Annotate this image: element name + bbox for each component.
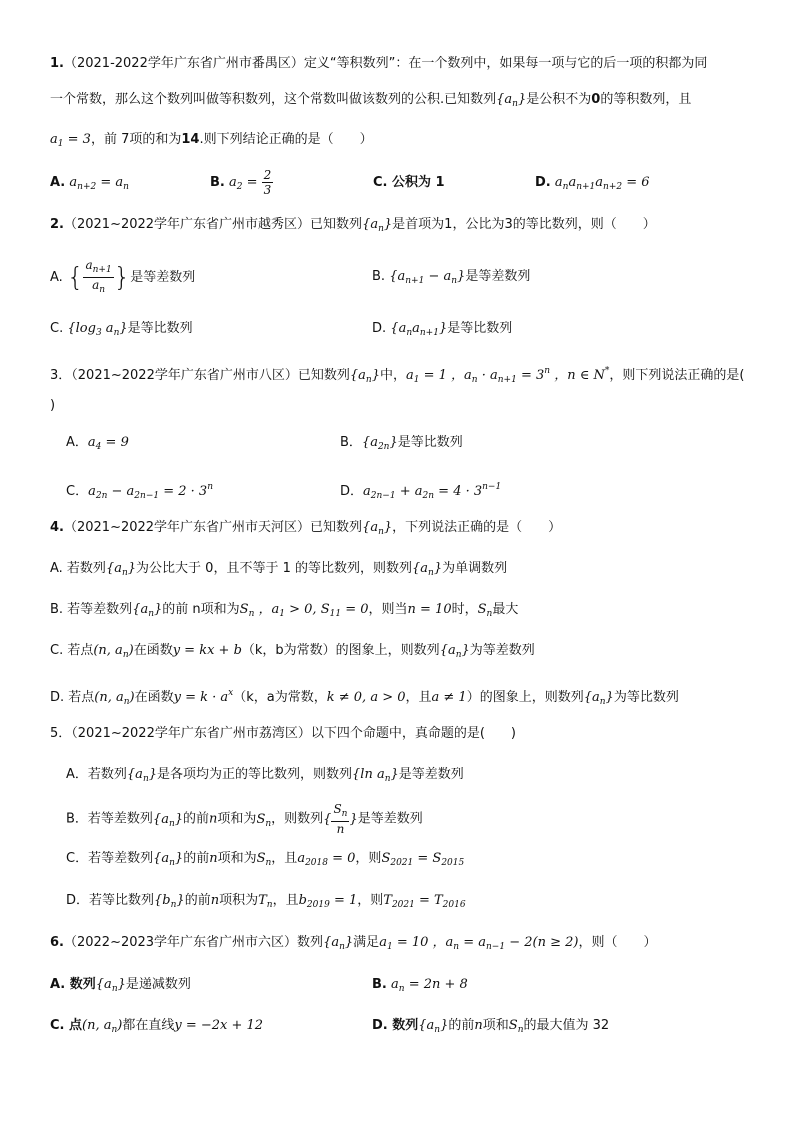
q5-option-d-text-b: 的前	[184, 893, 211, 908]
q4-option-d-math-4: a ≠ 1	[431, 690, 467, 705]
q3-line1	[50, 362, 744, 389]
q2-option-b[interactable]	[372, 268, 530, 290]
q6-option-c[interactable]	[50, 1017, 263, 1039]
q5-option-d[interactable]	[66, 892, 466, 914]
q6-text-1c: ，则（ ）	[578, 935, 657, 950]
q5-option-d-math-4: $b_{2019} = 1$	[298, 893, 358, 910]
q2-option-a[interactable]: A. { $\frac{a_{n+1}}{a_n}$ }是等差数列	[50, 258, 196, 295]
q2-option-c[interactable]	[50, 320, 193, 342]
q5-option-a-math-1: $\{a_n\}$	[126, 767, 158, 784]
q1-line1	[50, 55, 707, 73]
q2-option-b-label: B.	[372, 269, 386, 284]
q1-source: （2021-2022学年广东省广州市番禺区）	[63, 56, 304, 71]
q5-option-c-math-2: n	[209, 851, 218, 866]
q4-option-b-math-4: $S_n$	[477, 602, 493, 619]
q6-option-b-label: B.	[372, 977, 387, 992]
q6-line1	[50, 934, 656, 956]
q6-option-c-math-1: (n, $a_n$)	[82, 1018, 123, 1035]
q4-number: 4.	[50, 520, 64, 535]
q2-math-seq: $\{a_n\}$	[362, 217, 393, 234]
q5-line1	[50, 725, 516, 743]
q6-option-d-math-2: n	[474, 1018, 483, 1033]
q3-source: （2021~2022学年广东省广州市八区）	[71, 368, 298, 383]
q1-option-d[interactable]	[535, 174, 650, 196]
q3-option-c-math: $a_{2n} - a_{2n-1} = 2 \cdot 3^n$	[88, 482, 213, 501]
q5-option-c-math-5: $S_{2021} = S_{2015}$	[381, 851, 465, 868]
q6-source: （2022~2023学年广东省广州市六区）	[63, 935, 298, 950]
q3-option-b-math: $\{a_{2n}\}$	[361, 435, 398, 452]
q5-option-a-text-b: 是各项均为正的等比数列，则数列	[157, 767, 353, 782]
q4-option-b-text-b: 的前 n项和为	[162, 602, 240, 617]
q4-option-c-text-c: （k，b为常数）的图象上，则数列	[241, 643, 440, 658]
q4-option-d-text-b: 在函数	[134, 690, 174, 705]
q4-option-b-math-1: $\{a_n\}$	[132, 602, 163, 619]
q4-option-b[interactable]	[50, 601, 518, 623]
q5-option-b[interactable]	[66, 802, 423, 834]
q1-option-c[interactable]: C. 公积为 1	[373, 175, 445, 190]
q3-text-1a: 已知数列	[297, 368, 350, 383]
q1-text-2c: 0	[591, 92, 601, 107]
q6-option-b-math: $a_n = 2n + 8$	[391, 977, 468, 994]
q4-option-d-math-5: $\{a_n\}$	[583, 690, 614, 707]
q5-option-d-math-5: $T_{2021} = T_{2016}$	[383, 893, 466, 910]
q4-option-b-text-c: ，则当	[368, 602, 408, 617]
q4-option-d-text-d: ，且	[405, 690, 432, 705]
q3-option-c-label: C．	[66, 484, 89, 499]
q4-math-seq: $\{a_n\}$	[362, 520, 393, 537]
q5-option-b-text-b: 的前	[183, 811, 210, 827]
q5-option-d-text-e: ，则	[357, 893, 384, 908]
q6-option-d-text-d: 的最大值为 32	[523, 1018, 610, 1033]
q1-option-a-label: A.	[50, 175, 66, 190]
q4-option-c-text-a: C. 若点	[50, 643, 94, 658]
q4-option-a-text-c: 为单调数列	[442, 561, 508, 576]
q3-text-1b: 中，	[379, 368, 406, 383]
q2-option-c-math: {$\log_3$ $a_n$}	[67, 321, 128, 338]
q4-option-d-text-c: （k，a为常数，	[233, 690, 327, 705]
q4-option-c-text-d: 为等差数列	[469, 643, 535, 658]
q1-text-2d: 的等积数列，且	[600, 92, 692, 107]
q2-text-1a: 已知数列	[310, 217, 363, 232]
q2-number: 2.	[50, 217, 64, 232]
q4-option-a[interactable]	[50, 560, 507, 582]
q3-option-a[interactable]	[66, 434, 129, 456]
q6-math-seq: $\{a_n\}$	[323, 935, 354, 952]
q5-option-b-math-3: $S_n$	[256, 811, 272, 829]
q2-option-a-label: A.	[50, 270, 63, 285]
q6-option-a[interactable]	[50, 976, 191, 998]
q2-option-a-frac: $\frac{a_{n+1}}{a_n}$	[85, 258, 112, 295]
q1-text-1: 定义“等积数列”：在一个数列中，如果每一项与它的后一项的积都为同	[303, 56, 708, 71]
q1-text-3b: 14	[181, 132, 200, 147]
q6-option-c-math-2: y = −2x + 12	[174, 1018, 264, 1033]
q5-option-d-text-a: D．若等比数列	[66, 893, 155, 908]
q5-option-c-text-a: C．若等差数列	[66, 851, 154, 866]
q6-number: 6.	[50, 935, 64, 950]
q4-option-d-math-2: $y = k \cdot a^x$	[173, 688, 234, 705]
q3-math-seq: $\{a_n\}$	[349, 368, 380, 385]
q2-option-d-tail: 是等比数列	[447, 321, 513, 336]
q3-option-a-math: $a_4 = 9$	[87, 435, 129, 452]
q2-option-a-tail: 是等差数列	[130, 270, 196, 285]
q4-option-c-math-2: y = kx + b	[172, 643, 242, 658]
q3-line2: )	[50, 398, 56, 413]
q3-text-1c: ，则下列说法正确的是(	[609, 368, 745, 383]
q5-number: 5．	[50, 726, 72, 741]
q5-option-c-math-1: $\{a_n\}$	[153, 851, 184, 868]
q4-option-a-math-1: $\{a_n\}$	[105, 561, 137, 578]
q3-option-a-label: A．	[66, 435, 88, 450]
q6-option-a-text-a: A. 数列	[50, 977, 96, 992]
q2-option-b-tail: 是等差数列	[465, 269, 531, 284]
q5-option-c-text-e: ，则	[355, 851, 382, 866]
q2-option-d[interactable]	[372, 320, 512, 342]
q2-option-c-label: C.	[50, 321, 64, 336]
q1-option-b-math: $a_2$ = $\frac{2}{3}$	[229, 168, 272, 197]
q4-option-d-text-e: ）的图象上，则数列	[466, 690, 584, 705]
q4-option-d-text-a: D. 若点	[50, 690, 95, 705]
q5-option-d-math-1: $\{b_n\}$	[154, 893, 185, 910]
q1-math-seq: $\{a_n\}$	[496, 92, 527, 109]
q2-source: （2021~2022学年广东省广州市越秀区）	[63, 217, 311, 232]
q2-option-d-label: D.	[372, 321, 387, 336]
q5-option-b-text-e: 是等差数列	[357, 811, 423, 827]
q4-text-1b: ，下列说法正确的是（ ）	[392, 520, 562, 535]
q5-option-a[interactable]	[66, 766, 464, 788]
q4-option-b-text-e: 最大	[492, 602, 519, 617]
q5-option-d-text-d: ，且	[272, 893, 299, 908]
q2-option-d-math: $\{a_na_{n+1}\}$	[390, 321, 448, 338]
q1-text-3c: .则下列结论正确的是（ ）	[199, 132, 373, 147]
q4-option-c-math-1: (n, $a_n$)	[93, 643, 134, 660]
q4-source: （2021~2022学年广东省广州市天河区）	[63, 520, 311, 535]
q5-text-1: 以下四个命题中，真命题的是( )	[310, 726, 516, 741]
q3-math-cond: $a_1 = 1$ ，$a_n \cdot a_{n+1} = 3^n$ ，n ∈ N*	[405, 366, 610, 385]
q4-option-a-text-a: A. 若数列	[50, 561, 106, 576]
q5-option-b-text-d: ，则数列	[271, 811, 324, 827]
q5-option-b-math-2: n	[209, 811, 218, 827]
q4-option-b-text-d: 时，	[451, 602, 478, 617]
q1-text-3a: ，前 7项的和为	[90, 132, 182, 147]
q4-option-c-text-b: 在函数	[133, 643, 173, 658]
q5-option-d-math-2: n	[210, 893, 220, 908]
q1-option-a[interactable]	[50, 174, 129, 196]
q4-option-d-math-3: k ≠ 0, a > 0	[326, 690, 406, 705]
q1-text-2b: 是公积不为	[526, 92, 592, 107]
q4-option-c-math-3: $\{a_n\}$	[439, 643, 470, 660]
q4-option-b-math-2: $S_n$ ，$a_1 > 0$, $S_{11} = 0$	[239, 602, 369, 619]
q2-line1	[50, 216, 656, 238]
q1-line2	[50, 91, 691, 113]
q5-option-c-text-b: 的前	[183, 851, 210, 866]
q4-option-b-math-3: n = 10	[407, 602, 452, 617]
q5-option-a-text-a: A．若数列	[66, 767, 127, 782]
q3-option-d-label: D．	[340, 484, 364, 499]
q5-option-d-math-3: $T_n$	[258, 893, 273, 910]
q2-option-c-tail: 是等比数列	[127, 321, 193, 336]
q4-text-1a: 已知数列	[310, 520, 363, 535]
q4-option-b-text-a: B. 若等差数列	[50, 602, 133, 617]
q1-option-d-label: D.	[535, 175, 551, 190]
q1-option-b-label: B.	[210, 175, 225, 190]
q2-text-1b: 是首项为1，公比为3的等比数列，则（ ）	[392, 217, 656, 232]
q6-text-1a: 数列	[297, 935, 324, 950]
q6-option-d-text-c: 项和	[482, 1018, 509, 1033]
q1-text-2a: 一个常数，那么这个数列叫做等积数列，这个常数叫做该数列的公积.已知数列	[50, 92, 497, 107]
q6-math-cond: $a_1 = 10$ ，$a_n = a_{n-1} - 2(n \ge 2)$	[379, 935, 579, 952]
q5-option-c-text-c: 项和为	[217, 851, 257, 866]
q5-option-c-math-3: $S_n$	[256, 851, 272, 868]
q6-option-a-text-b: 是递减数列	[125, 977, 191, 992]
q1-option-d-math: $a_na_{n+1}a_{n+2} = 6$	[554, 175, 650, 192]
q6-option-b[interactable]	[372, 976, 468, 998]
q5-option-a-math-2: {ln $a_n$}	[352, 767, 399, 784]
q5-option-c-text-d: ，且	[271, 851, 298, 866]
q3-option-b-label: B．	[340, 435, 362, 450]
q3-option-c[interactable]	[66, 478, 213, 505]
q5-option-b-math-4: { $\frac{S_n}{n}$ }	[323, 802, 358, 836]
q4-option-d[interactable]	[50, 684, 679, 711]
q1-option-a-math: $a_{n+2} = a_n$	[69, 175, 129, 192]
q5-option-c[interactable]	[66, 850, 464, 872]
q3-option-b-tail: 是等比数列	[397, 435, 463, 450]
q3-option-d-math: $a_{2n-1} + a_{2n} = 4 \cdot 3^{n-1}$	[363, 482, 502, 501]
q6-option-a-math: $\{a_n\}$	[95, 977, 126, 994]
q4-option-d-text-f: 为等比数列	[613, 690, 679, 705]
q2-option-b-math: $\{a_{n+1} - a_n\}$	[389, 269, 466, 286]
q6-option-c-text-b: 都在直线	[122, 1018, 175, 1033]
q1-line3	[50, 131, 373, 153]
q1-option-b[interactable]	[210, 168, 273, 197]
q6-option-d-text-b: 的前	[448, 1018, 475, 1033]
q6-option-d-math-1: $\{a_n\}$	[418, 1018, 449, 1035]
q6-option-d-math-3: $S_n$	[508, 1018, 524, 1035]
q3-option-b[interactable]	[340, 434, 463, 456]
q6-option-d[interactable]	[372, 1017, 609, 1039]
q4-line1	[50, 519, 561, 541]
q5-option-b-math-1: $\{a_n\}$	[152, 811, 184, 829]
q6-option-c-text-a: C. 点	[50, 1018, 83, 1033]
q1-math-a1: $a_1 = 3$	[50, 132, 91, 149]
q4-option-d-math-1: (n, $a_n$)	[94, 690, 135, 707]
q5-option-b-text-c: 项和为	[217, 811, 257, 827]
q5-option-a-text-c: 是等差数列	[398, 767, 464, 782]
q3-option-d[interactable]	[340, 478, 501, 505]
q5-source: （2021~2022学年广东省广州市荔湾区）	[71, 726, 311, 741]
q4-option-c[interactable]	[50, 642, 535, 664]
q6-option-d-text-a: D. 数列	[372, 1018, 419, 1033]
q4-option-a-text-b: 为公比大于 0，且不等于 1 的等比数列，则数列	[136, 561, 412, 576]
q3-number: 3．	[50, 368, 72, 383]
q5-option-c-math-4: $a_{2018} = 0$	[297, 851, 356, 868]
q1-number: 1.	[50, 56, 64, 71]
q5-option-b-text-a: B．若等差数列	[66, 811, 153, 827]
q4-option-a-math-2: $\{a_n\}$	[412, 561, 443, 578]
q5-option-d-text-c: 项积为	[219, 893, 259, 908]
q6-text-1b: 满足	[353, 935, 380, 950]
